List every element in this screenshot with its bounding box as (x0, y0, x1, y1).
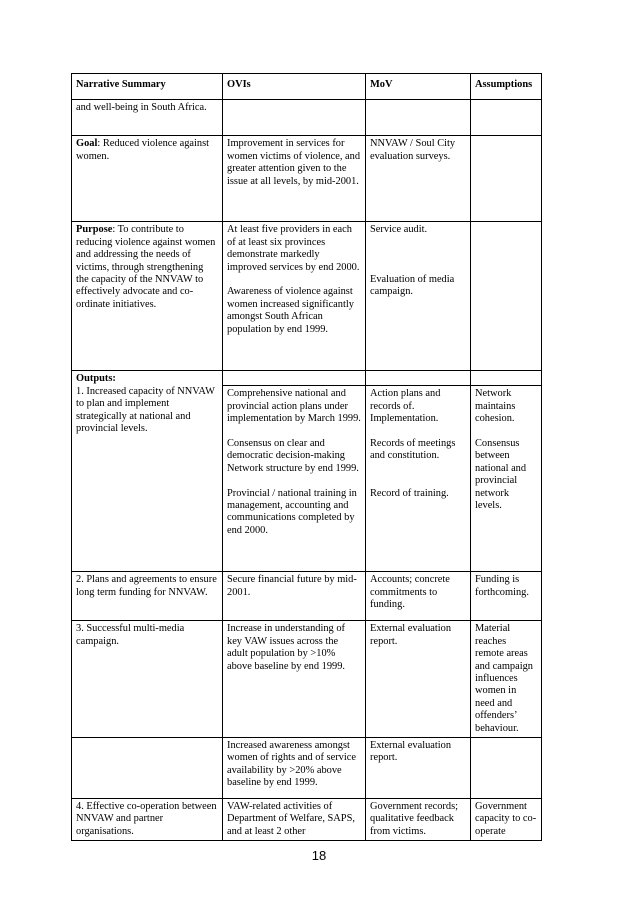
output1-assumption-1: Network maintains cohesion. (475, 388, 516, 425)
cell-narrative (72, 222, 223, 371)
cell-ovis (223, 386, 366, 572)
cell-narrative: 2. Plans and agreements to ensure long term funding for NNVAW. (72, 572, 223, 621)
cell-ovis: Increased awareness amongst women of rights and of service availability by >20% above baseline by end 1999. (223, 737, 366, 798)
table-row-output-1 (72, 386, 542, 572)
cell-ovis: Secure financial future by mid-2001. (223, 572, 366, 621)
output1-ovi-1: Comprehensive national and provincial action plans under implementation by March 1999. (227, 388, 361, 425)
page-number: 18 (311, 848, 327, 863)
cell-mov (366, 371, 471, 386)
cell-assumptions (471, 222, 542, 371)
table-row-output-3 (72, 621, 542, 738)
cell-narrative (72, 737, 223, 798)
purpose-mov-1: Service audit. (370, 224, 428, 236)
cell-assumptions (471, 100, 542, 136)
cell-narrative (72, 136, 223, 222)
purpose-ovi-1: At least five providers in each of at least six provinces demonstrate markedly improved services by end 2000. (227, 224, 360, 273)
goal-label: Goal (76, 138, 98, 150)
logframe-table (71, 73, 542, 841)
cell-assumptions (471, 386, 542, 572)
output1-ovi-2: Consensus on clear and democratic decision-making Network structure by end 1999. (227, 437, 359, 474)
outputs-label: Outputs: (76, 373, 116, 385)
output1-mov-2: Records of meetings and constitution. (370, 437, 456, 462)
cell-assumptions (471, 136, 542, 222)
cell-mov: External evaluation report. (366, 737, 471, 798)
cell-assumptions: Material reaches remote areas and campaign influences women in need and offenders’ behaviour. (471, 621, 542, 738)
output1-mov-1: Action plans and records of. Implementation. (370, 388, 441, 425)
cell-ovis: Improvement in services for women victims of violence, and greater attention given to the issue at all levels, by mid-2001. (223, 136, 366, 222)
cell-ovis (223, 222, 366, 371)
output1-mov-3: Record of training. (370, 487, 449, 499)
cell-narrative (72, 100, 223, 136)
purpose-mov-2: Evaluation of media campaign. (370, 273, 455, 298)
cell-mov: External evaluation report. (366, 621, 471, 738)
cell-ovis: VAW-related activities of Department of Welfare, SAPS, and at least 2 other (223, 798, 366, 840)
cell-mov (366, 222, 471, 371)
output1-assumption-2: Consensus between national and provincial network levels. (475, 437, 527, 511)
cell-ovis (223, 100, 366, 136)
table-row-output-4 (72, 798, 542, 840)
cell-assumptions: Funding is forthcoming. (471, 572, 542, 621)
header-ovis: OVIs (223, 74, 366, 100)
cell-narrative: 4. Effective co-operation between NNVAW and partner organisations. (72, 798, 223, 840)
cell-narrative: 3. Successful multi-media campaign. (72, 621, 223, 738)
cell-assumptions (471, 371, 542, 386)
output1-ovi-3: Provincial / national training in management, accounting and communications completed by end 2000. (227, 487, 357, 536)
cell-text: and well-being in South Africa. (76, 102, 207, 114)
purpose-label: Purpose (76, 224, 113, 236)
cell-narrative (72, 371, 223, 386)
cell-mov (366, 100, 471, 136)
header-mov: MoV (366, 74, 471, 100)
cell-mov: Government records; qualitative feedback from victims. (366, 798, 471, 840)
cell-assumptions: Government capacity to co-operate (471, 798, 542, 840)
cell-ovis (223, 371, 366, 386)
header-assumptions: Assumptions (471, 74, 542, 100)
table-row-outputs-heading (72, 371, 542, 386)
header-narrative: Narrative Summary (72, 74, 223, 100)
table-row-goal (72, 136, 542, 222)
cell-mov: Accounts; concrete commitments to funding. (366, 572, 471, 621)
cell-mov: NNVAW / Soul City evaluation surveys. (366, 136, 471, 222)
purpose-text: : To contribute to reducing violence against women and addressing the needs of victims, through strengthening the capacity of the NNVAW to effectively advocate and co-ordinate initiatives. (76, 224, 216, 310)
table-row-output-2 (72, 572, 542, 621)
cell-narrative: 1. Increased capacity of NNVAW to plan and implement strategically at national and provincial levels. (72, 386, 223, 572)
purpose-ovi-2: Awareness of violence against women increased significantly amongst South African population by end 1999. (227, 286, 354, 335)
table-row-purpose (72, 222, 542, 371)
cell-ovis: Increase in understanding of key VAW issues across the adult population by >10% above baseline by end 1999. (223, 621, 366, 738)
goal-text: : Reduced violence against women. (76, 138, 210, 162)
table-row-continued (72, 100, 542, 136)
cell-assumptions (471, 737, 542, 798)
header-row (72, 74, 542, 100)
table-row-output-3b (72, 737, 542, 798)
cell-mov (366, 386, 471, 572)
